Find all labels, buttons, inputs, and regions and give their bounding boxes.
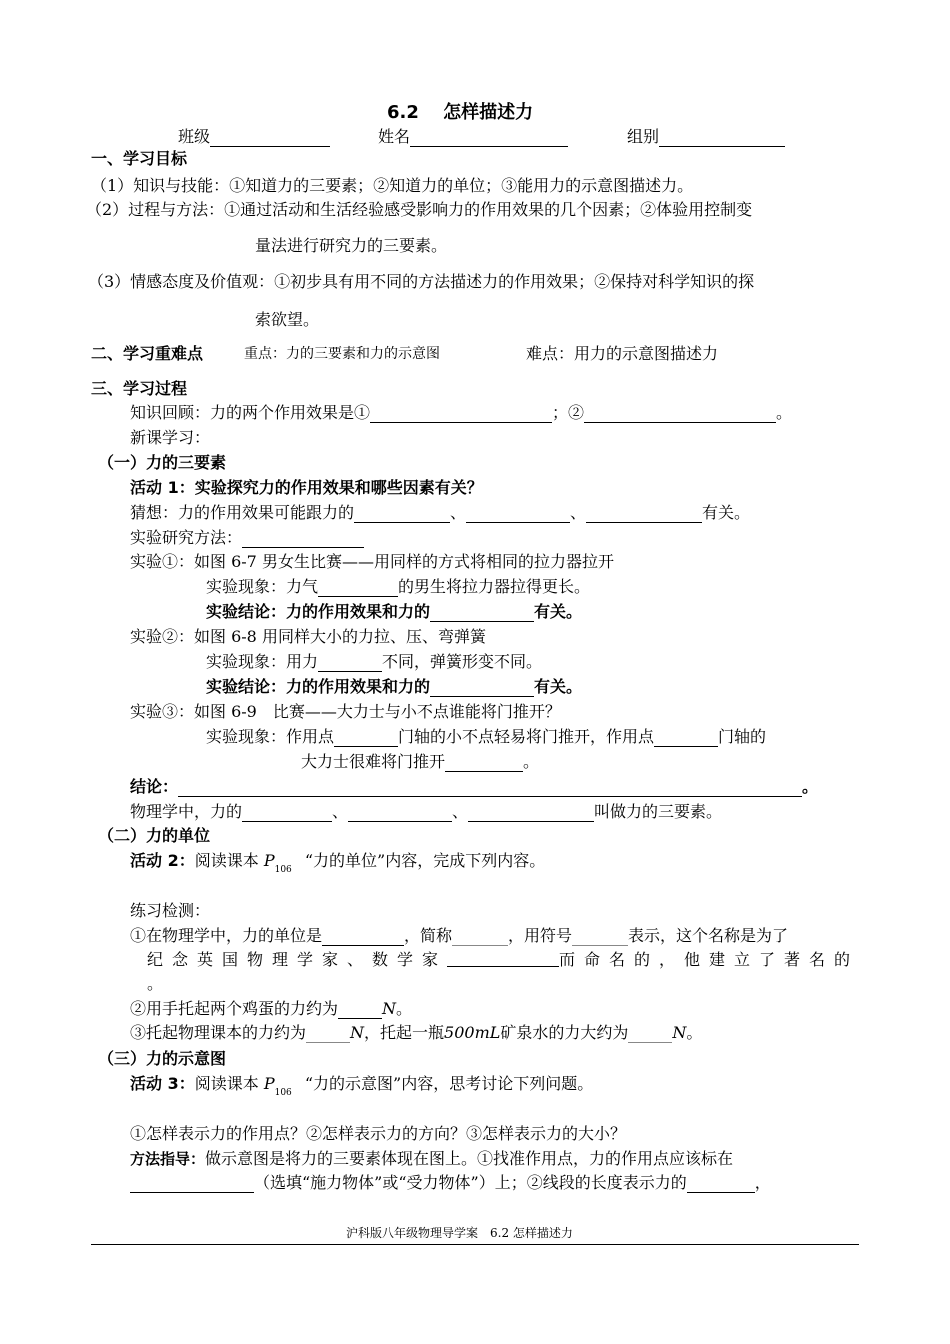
name-label: 姓名	[378, 127, 411, 146]
review-blank-2[interactable]	[584, 406, 776, 423]
guess-blank-3[interactable]	[586, 506, 702, 523]
three-blank-3[interactable]	[468, 805, 594, 822]
guess-blank-2[interactable]	[466, 506, 570, 523]
difficult-point: 难点：用力的示意图描述力	[526, 344, 719, 363]
part2-heading: （二）力的单位	[98, 826, 211, 845]
exp1-obs-blank[interactable]	[318, 580, 398, 597]
method-blank[interactable]	[242, 531, 364, 548]
question-1-end: 。	[147, 974, 164, 993]
exp2-concl-blank[interactable]	[430, 680, 534, 697]
force-diagram-questions: ①怎样表示力的作用点？②怎样表示力的方向？③怎样表示力的大小？	[130, 1124, 627, 1143]
footer-rule	[91, 1244, 859, 1245]
objective-3-line1: （3）情感态度及价值观：①初步具有用不同的方法描述力的作用效果；②保持对科学知识的探	[88, 272, 755, 291]
knowledge-review: 知识回顾：力的两个作用效果是① ；② 。	[130, 403, 793, 422]
experiment-1-observation: 实验现象：力气 的男生将拉力器拉得更长。	[206, 577, 591, 596]
page-title: 6.2 怎样描述力	[387, 102, 534, 123]
experiment-3: 实验③：如图 6-9 比赛——大力士与小不点谁能将门推开？	[130, 702, 561, 721]
objective-2-line2: 量法进行研究力的三要素。	[255, 236, 448, 255]
exp3-obs-blank-3[interactable]	[445, 755, 523, 772]
method-guide-cont: （选填“施力物体”或“受力物体”）上；②线段的长度表示力的 ，	[130, 1173, 771, 1193]
question-1: ①在物理学中，力的单位是 ，简称 ，用符号 表示，这个名称是为了	[130, 926, 789, 945]
class-blank[interactable]	[210, 130, 330, 147]
objective-1: （1）知识与技能：①知道力的三要素；②知道力的单位；③能用力的示意图描述力。	[91, 176, 694, 195]
part3-heading: （三）力的示意图	[98, 1049, 227, 1068]
experiment-1-conclusion: 实验结论：力的作用效果和力的 有关。	[206, 602, 583, 621]
exp3-obs-blank-2[interactable]	[654, 730, 718, 747]
experiment-3-observation: 实验现象：作用点 门轴的小不点轻易将门推开，作用点 门轴的	[206, 727, 767, 746]
experiment-2-observation: 实验现象：用力 不同，弹簧形变不同。	[206, 652, 543, 671]
experiment-2-conclusion: 实验结论：力的作用效果和力的 有关。	[206, 677, 583, 696]
class-label: 班级	[178, 127, 211, 146]
q3-blank-1[interactable]	[306, 1026, 350, 1043]
method-line: 实验研究方法：	[130, 528, 364, 548]
question-3: ③托起物理课本的力约为 N，托起一瓶500mL矿泉水的力大约为 N。	[130, 1023, 703, 1042]
guide-blank-2[interactable]	[687, 1176, 755, 1193]
exp3-obs-blank-1[interactable]	[334, 730, 398, 747]
question-2: ②用手托起两个鸡蛋的力约为 N。	[130, 999, 413, 1018]
three-blank-2[interactable]	[348, 805, 452, 822]
activity2-line: 活动 2：阅读课本 $P_{106}$ “力的单位”内容，完成下列内容。	[130, 851, 546, 875]
experiment-1: 实验①：如图 6-7 男女生比赛——用同样的方式将相同的拉力器拉开	[130, 552, 614, 571]
guess-blank-1[interactable]	[354, 506, 450, 523]
q1-blank-symbol[interactable]	[572, 929, 628, 946]
group-blank[interactable]	[659, 130, 785, 147]
conclusion-blank[interactable]	[178, 780, 802, 797]
group-label: 组别	[627, 127, 660, 146]
q3-blank-2[interactable]	[628, 1026, 672, 1043]
question-1-cont: 纪念英国物理学家、数学家 而命名的，他建立了著名的	[147, 950, 859, 969]
review-blank-1[interactable]	[370, 406, 552, 423]
q1-blank-scientist[interactable]	[447, 950, 559, 967]
part1-heading: （一）力的三要素	[98, 453, 227, 472]
name-blank[interactable]	[410, 130, 568, 147]
page-ref: $P_{106}$	[263, 851, 292, 875]
section3-heading: 三、学习过程	[91, 379, 188, 398]
key-point: 重点：力的三要素和力的示意图	[244, 346, 440, 362]
activity1-title: 活动 1：实验探究力的作用效果和哪些因素有关？	[130, 478, 483, 497]
exp2-obs-blank[interactable]	[318, 655, 382, 672]
practice-label: 练习检测：	[130, 901, 211, 920]
objective-3-line2: 索欲望。	[255, 310, 320, 329]
guess-line: 猜想：力的作用效果可能跟力的 、 、 有关。	[130, 503, 751, 522]
activity3-line: 活动 3：阅读课本 $P_{106}$ “力的示意图”内容，思考讨论下列问题。	[130, 1074, 594, 1098]
q1-blank-short[interactable]	[452, 929, 508, 946]
new-lesson-label: 新课学习：	[130, 428, 211, 447]
objective-2-line1: （2）过程与方法：①通过活动和生活经验感受影响力的作用效果的几个因素；②体验用控制变	[86, 200, 753, 219]
section1-heading: 一、学习目标	[91, 149, 188, 168]
method-guide: 方法指导：做示意图是将力的三要素体现在图上。①找准作用点，力的作用点应该标在	[130, 1149, 734, 1168]
class-field	[178, 127, 330, 147]
q2-blank[interactable]	[338, 1002, 382, 1019]
page-ref: $P_{106}$	[263, 1074, 292, 1098]
experiment-2: 实验②：如图 6-8 用同样大小的力拉、压、弯弹簧	[130, 627, 486, 646]
conclusion-line: 结论： 。	[130, 777, 819, 796]
section2-heading: 二、学习重难点	[91, 344, 204, 363]
name-field	[378, 127, 568, 147]
experiment-3-observation-cont: 大力士很难将门推开 。	[301, 752, 540, 771]
three-elements-line: 物理学中，力的 、 、 叫做力的三要素。	[130, 802, 723, 821]
page-footer: 沪科版八年级物理导学案 6.2 怎样描述力	[346, 1226, 573, 1240]
guide-blank-1[interactable]	[130, 1176, 254, 1193]
exp1-concl-blank[interactable]	[430, 605, 534, 622]
three-blank-1[interactable]	[242, 805, 332, 822]
group-field	[627, 127, 785, 147]
q1-blank-unit[interactable]	[322, 929, 404, 946]
